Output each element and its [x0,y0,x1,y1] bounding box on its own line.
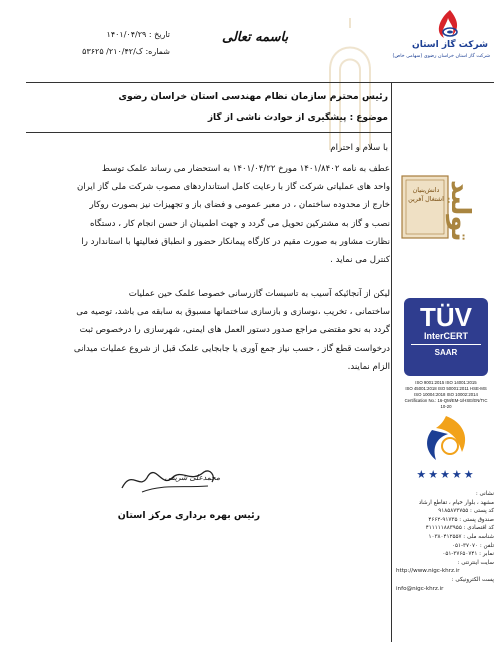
tolid-text: تولید [445,180,475,242]
tuv-certificate-box [404,298,488,376]
contact-line: پست الکترونیکی : [451,576,494,583]
contact-line: کد اقتصادی : ۴۱۱۱۱۱۸۸۳۹۵۵ [425,525,494,532]
paragraph-line: درخواست قطع گاز ، حسب نیاز جمع آوری یا جابجایی علمک قبل از شروع عملیات میدانی [73,343,390,354]
date-label: تاریخ : [148,30,170,39]
signatory-title: رئیس بهره برداری مرکز استان [117,510,260,521]
paragraph-line: کنترل می نماید . [330,255,390,266]
contact-line: تلفن : ۳۷۰۷۰-۰۵۱ [451,542,494,549]
number-value: ک/۲۱۰/۴۲/ ۵۳۶۲۵ [82,47,143,56]
cert-line: ISO 10004:2018 ISO 10002:2014 [414,392,478,397]
company-subtitle: شرکت گاز استان خراسان رضوی (سهامی خاص) [392,54,490,59]
date-row [40,30,170,39]
contact-line: نمابر : ۳۷۶۵۰۷۴۱-۰۵۱ [442,551,494,558]
recipient: رئیس محترم سازمان نظام مهندسی استان خراسان رضوی [118,91,388,102]
contact-line: سایت اینترنتی : [457,559,494,566]
date-value: ۱۴۰۱/۰۴/۲۹ [106,30,147,39]
contact-line: نشانی : [475,491,494,497]
company-name: شرکت گاز استان [412,40,488,50]
paragraph-line: ساختمانی ، تخریب ،نوسازی و بازسازی ساختمانها مسبوق به سابقه می باشد، توصیه می [76,307,390,318]
contact-line: کد پستی : ۹۱۸۵۸۷۳۷۵۵ [438,508,494,515]
invocation: باسمه تعالی [222,30,289,45]
contact-line: شناسه ملی : ۱۰۳۸۰۴۱۲۵۵۷ [428,533,494,540]
cert-line: ISO 9001:2015 ISO 14001:2015 [415,380,477,385]
paragraph-line: عطف به نامه ۱۴۰۱/۸۴۰۲ مورخ ۱۴۰۱/۰۴/۲۲ به استحضار می رساند علمک توسط [101,164,390,174]
tuv-saar: SAAR [434,348,458,357]
email-link[interactable]: info@nigc-khrz.ir [396,585,444,592]
seal-text: دانش‌بنیان اشتغال آفرین [408,186,444,203]
header-divider [26,82,494,83]
cert-line: 10-20 [440,404,452,409]
dome-watermark [310,10,390,150]
paragraph-line: گردد به نحو مقتضی مراجع صدور دستور العمل های ایمنی، شهرسازی را درخصوص ثبت [79,325,390,336]
paragraph-line: واحد های عملیاتی شرکت گاز با رعایت کامل استانداردهای مصوب شرکت ملی گاز ایران [76,182,390,193]
paragraph-2 [28,285,390,376]
number-row [40,47,170,56]
body-divider [26,132,391,133]
tuv-intercert: InterCERT [423,331,468,341]
cert-line: ISO 45001:2018 ISO 50001:2011 HSE-MS [405,386,487,391]
greeting: با سلام و احترام [330,143,388,153]
website-link[interactable]: http://www.nigc-khrz.ir [396,568,460,575]
contact-line: صندوق پستی : ۹۱۷۳۵-۴۶۶۲ [428,516,494,523]
paragraph-1 [28,160,390,269]
cert-line: Certification No.: 16-QM/EM-1/HSE/EN/TIC [404,398,488,403]
contact-info [396,490,494,593]
paragraph-line: لیکن از آنجائیکه آسیب به تاسیسات گازرسانی خصوصا علمک حین عملیات [128,289,390,299]
number-label: شماره: [145,47,170,56]
paragraph-line: نظارت مشاور به صورت مقیم در کارگاه پیمانکار حضور و انطباق فعالیتها با استاندارد را [81,236,390,247]
paragraph-line: الزام نمایند. [347,361,390,372]
subject-text: پیشگیری از حوادث ناشی از گاز [207,113,347,123]
sidebar-divider [391,82,392,642]
contact-line: مشهد ، بلوار خیام ، تقاطع ارشاد [418,499,494,506]
excellence-award-logo [402,412,490,470]
award-stars: ★★★★★ [416,468,476,481]
cert-lines [396,380,496,410]
subject-label: موضوع : [349,113,388,123]
paragraph-line: نصب و گاز به مشترکین تحویل می گردد و جهت اطمینان از حسن انجام کار ، دستگاه [90,218,390,229]
tuv-brand: TÜV [420,302,472,332]
signature-name: محمدعلی شریفی [164,473,220,482]
subject-line [28,113,388,123]
paragraph-line: خارج از محدوده ساختمان ، در معبر عمومی و فضای باز و تجهیزات نیز بصورت روکار [89,200,390,211]
